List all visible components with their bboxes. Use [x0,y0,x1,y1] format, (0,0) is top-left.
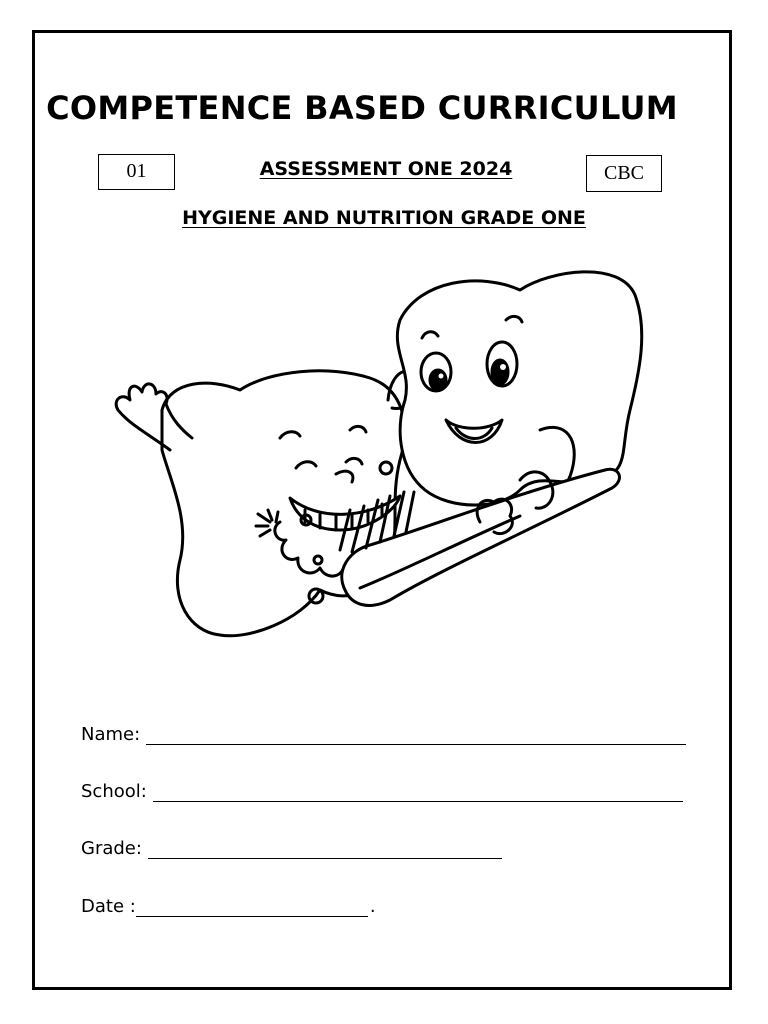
date-field[interactable] [81,896,376,917]
school-label: School: [81,781,147,802]
grade-field[interactable] [81,838,502,859]
teeth-brushing-cartoon-icon [100,260,670,680]
curriculum-code-box: CBC [586,155,662,192]
date-label: Date : [81,896,136,917]
name-blank-line[interactable] [146,728,686,745]
school-blank-line[interactable] [153,785,683,802]
subject-heading: HYGIENE AND NUTRITION GRADE ONE [182,207,586,229]
date-suffix: . [369,896,376,917]
grade-label: Grade: [81,838,142,859]
name-label: Name: [81,724,141,745]
name-field[interactable] [81,724,686,745]
assessment-heading: ASSESSMENT ONE 2024 [259,158,513,180]
grade-blank-line[interactable] [148,842,502,859]
paper-code-box: 01 [98,154,175,190]
date-blank-line[interactable] [136,900,368,917]
page-title: COMPETENCE BASED CURRICULUM [46,89,678,127]
school-field[interactable] [81,781,683,802]
